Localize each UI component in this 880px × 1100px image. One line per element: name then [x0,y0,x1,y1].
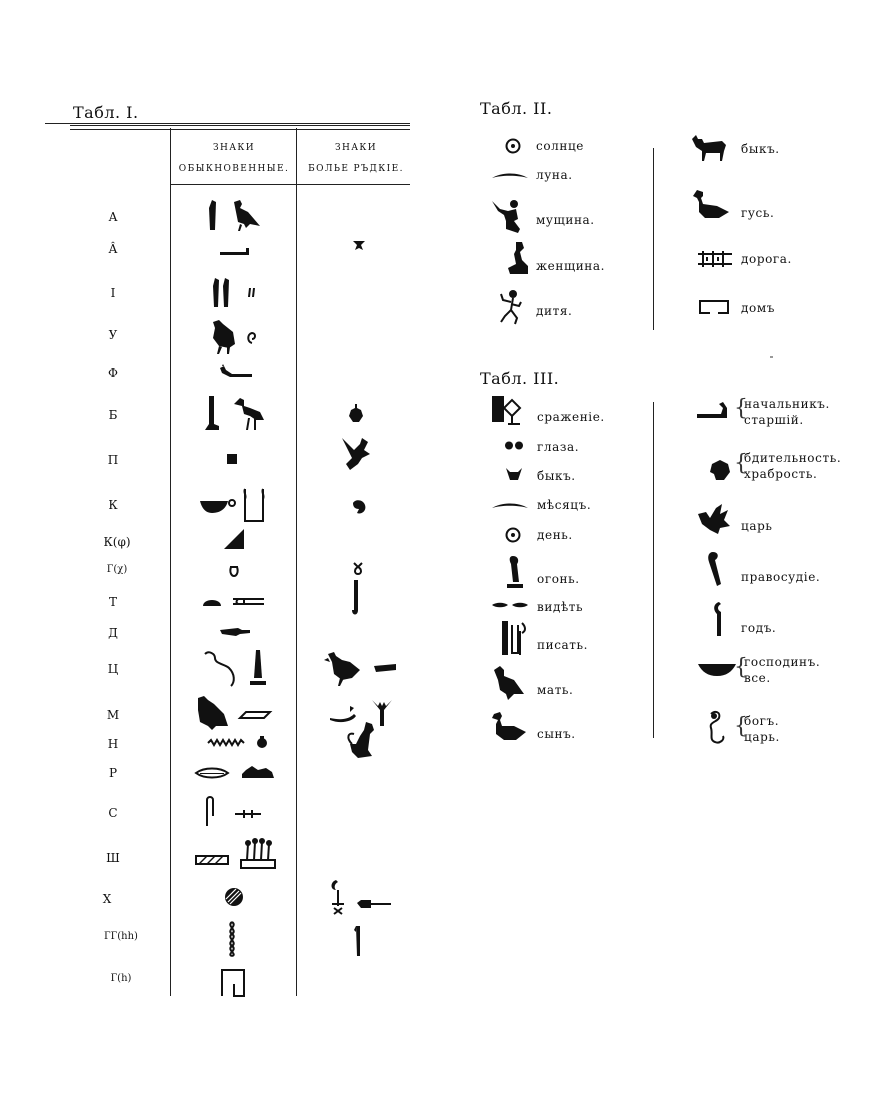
vessel-glyph [349,404,363,424]
table3-word: бдительность. [744,451,842,465]
knot-glyph [352,562,364,576]
day-glyph [505,527,521,543]
god-glyph [705,710,727,744]
table2-word: луна. [536,168,573,182]
brace: { [734,451,748,476]
table3-word: видѣть [537,600,584,614]
table3-word: мать. [537,683,574,697]
row-letter: Г(h) [110,973,132,984]
coil-glyph [246,330,258,344]
table3-divider [653,402,654,738]
table3-word: быкъ. [537,469,576,483]
crescent-glyph [492,502,528,510]
row-letter: С [108,806,118,820]
double-stroke-glyph [248,288,256,298]
bull-head-glyph [506,468,522,482]
brace: { [734,396,748,421]
feather-glyph [207,200,219,232]
bolt-glyph [374,664,396,672]
table1-title: Табл. I. [73,103,139,122]
table2-word: быкъ. [741,142,780,156]
duck-son-glyph [490,712,526,744]
col-rare-header [298,138,414,180]
table3-word: правосудіе. [741,570,821,584]
table3-word: храбрость. [744,467,818,481]
duck-glyph [322,652,362,686]
garden-glyph [240,838,276,872]
bolt-pin-glyph [235,810,261,818]
table1-divider-left [170,128,171,996]
table2-word: солнце [536,139,584,153]
ibis-glyph [232,396,266,430]
moon-glyph [492,172,528,180]
battle-glyph [490,396,524,426]
table3-word-group [744,450,841,482]
hand-glyph [220,626,252,638]
col-common-header-line2: ОБЫКНОВЕННЫЕ. [178,164,290,174]
row-letter: Р [108,766,118,780]
man-glyph [492,199,524,233]
table3-word: царь. [744,730,780,744]
water-glyph [208,739,244,747]
double-feather-glyph [212,278,234,308]
flying-bird-glyph [340,436,374,472]
row-letter: К(φ) [103,535,131,549]
owl-glyph [194,696,230,730]
snake-glyph [203,650,239,688]
basket-glyph [200,499,236,515]
vulture-mother-glyph [492,666,526,700]
table3-word: все. [744,671,771,685]
row-letter: К [108,498,118,512]
col-rare-header-line1: ЗНАКИ [334,143,378,153]
sieve-glyph [224,887,244,907]
lion-glyph [242,764,274,780]
vulture-glyph [228,198,262,232]
sun-glyph [505,138,521,154]
stray-mark [770,356,773,358]
row-letter: М [106,708,120,722]
table2-word: гусь. [741,206,775,220]
table2-word: домъ [741,301,775,315]
road-glyph [698,251,732,267]
table2-word: дорога. [741,252,792,266]
row-letter: У [108,328,118,342]
crown-glyph [257,736,267,748]
lion-head-glyph [710,460,730,480]
chief-glyph [697,402,731,422]
table3-word-group [744,713,780,745]
triangle-glyph [224,529,244,549]
col-common-header-line1: ЗНАКИ [212,143,256,153]
col-rare-header-line2: БОЛЬЕ РЪДКІЕ. [308,164,404,174]
justice-glyph [707,552,725,588]
row-letter: Т [108,595,117,609]
row-letter: Ц [107,662,119,676]
table1-top-rule [45,123,410,124]
woman-glyph [506,242,530,276]
eyes-glyph [505,441,523,450]
brace: { [734,655,748,680]
jar-glyph [228,565,240,577]
table3-word-group [744,654,820,686]
table3-word: начальникъ. [744,397,830,411]
table3-word: мѣсяцъ. [537,498,592,512]
arrow-glyph [357,898,391,910]
cobra-glyph [350,580,362,616]
crook-glyph [354,926,364,956]
table2-title: Табл. II. [480,99,553,118]
house-glyph [698,299,730,315]
table2-word: дитя. [536,304,573,318]
palm-glyph [713,602,725,638]
table1-header-rule [170,184,410,185]
lord-basket-glyph [698,664,736,676]
arm-glyph [220,246,252,258]
table3-word: день. [537,528,573,542]
row-letter: Б [108,408,118,422]
table3-word-group [744,396,830,428]
court-glyph [220,968,246,996]
see-glyph [492,601,528,609]
plant-glyph [330,880,346,914]
row-letter: Х [102,892,112,906]
write-glyph [502,621,528,655]
goose-glyph [693,190,729,224]
table3-word: господинъ. [744,655,821,669]
row-letter: Ф [108,366,118,380]
child-glyph [495,290,525,324]
baboon-glyph [346,722,376,758]
leg-glyph [203,396,219,430]
table1-top-rule-thick [70,125,410,130]
table3-word: богъ. [744,714,780,728]
table3-word: годъ. [741,621,777,635]
table3-word: царь [741,519,773,533]
row-letter: А [108,210,118,224]
row-letter: I [110,286,116,300]
seal-glyph [351,499,367,515]
table3-word: глаза. [537,440,580,454]
row-letter: Ш [106,851,120,865]
fire-glyph [507,556,523,590]
cone-glyph [250,650,266,686]
table3-word: старшій. [744,413,804,427]
mouth-glyph [196,768,228,778]
row-letter: П [107,453,119,467]
horned-viper-glyph [218,364,254,380]
table2-word: мущина. [536,213,595,227]
stand-glyph [241,487,267,523]
bull-glyph [692,135,728,161]
square-glyph [227,454,237,464]
table3-word: сраженіе. [537,410,605,424]
table3-title: Табл. III. [480,369,560,388]
small-sign-glyph [353,241,365,251]
quail-chick-glyph [209,320,237,354]
brace: { [734,714,748,739]
table3-word: сынъ. [537,727,576,741]
row-letter: Д [108,626,118,640]
row-letter: ГГ(hh) [104,931,138,942]
col-common-header [172,138,296,180]
sledge-glyph [240,710,270,720]
pool-glyph [195,855,229,865]
table2-word: женщина. [536,259,606,273]
row-letter: Г(χ) [106,564,128,575]
row-letter: Н [107,737,119,751]
cloth-glyph [205,796,215,826]
table3-word: огонь. [537,572,580,586]
bread-glyph [203,596,221,606]
table1-divider-right [296,128,297,996]
row-letter: Â [108,242,118,256]
table2-divider [653,148,654,330]
bee-glyph [696,504,732,536]
tongs-glyph [232,597,266,607]
table3-word: писать. [537,638,589,652]
wick-glyph [226,922,238,956]
